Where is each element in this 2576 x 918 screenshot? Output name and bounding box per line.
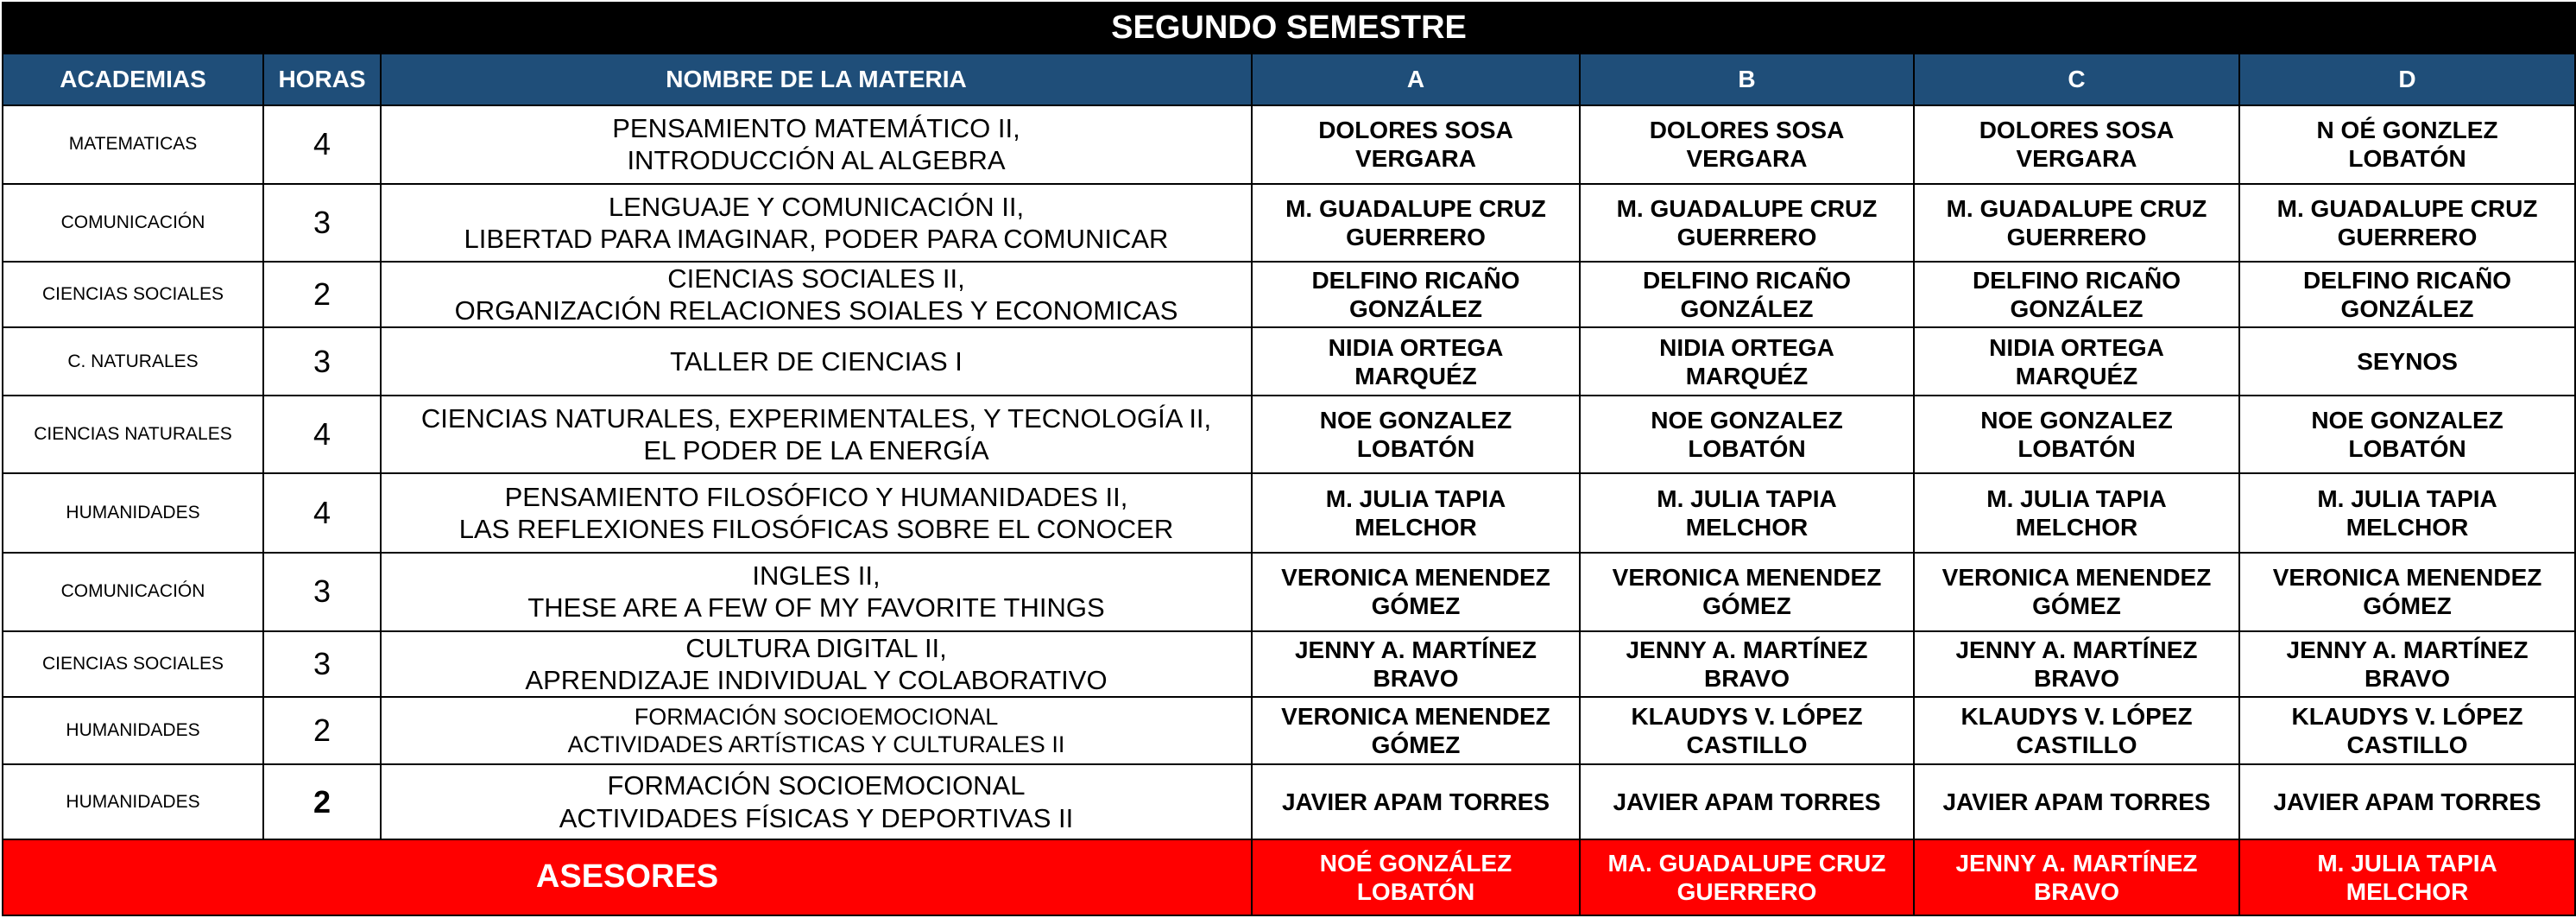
materia-cell: FORMACIÓN SOCIOEMOCIONAL ACTIVIDADES FÍSICAS Y DEPORTIVAS II: [381, 764, 1252, 839]
horas-cell: 4: [263, 105, 381, 183]
academia-cell: C. NATURALES: [3, 327, 263, 395]
header-group-d: D: [2239, 54, 2575, 105]
materia-cell: INGLES II, THESE ARE A FEW OF MY FAVORITE THINGS: [381, 553, 1252, 630]
horas-cell: 3: [263, 184, 381, 262]
teacher-cell-b: M. JULIA TAPIA MELCHOR: [1580, 473, 1914, 553]
teacher-cell-b: DELFINO RICAÑO GONZÁLEZ: [1580, 262, 1914, 328]
advisor-cell-a: NOÉ GONZÁLEZ LOBATÓN: [1252, 839, 1580, 915]
teacher-cell-c: NIDIA ORTEGA MARQUÉZ: [1914, 327, 2239, 395]
teacher-cell-b: NOE GONZALEZ LOBATÓN: [1580, 396, 1914, 473]
teacher-cell-a: DOLORES SOSA VERGARA: [1252, 105, 1580, 183]
horas-cell: 2: [263, 764, 381, 839]
subject-row: [3, 473, 2575, 553]
materia-cell: LENGUAJE Y COMUNICACIÓN II, LIBERTAD PARA IMAGINAR, PODER PARA COMUNICAR: [381, 184, 1252, 262]
teacher-cell-b: JAVIER APAM TORRES: [1580, 764, 1914, 839]
teacher-cell-d: DELFINO RICAÑO GONZÁLEZ: [2239, 262, 2575, 328]
teacher-cell-d: M. GUADALUPE CRUZ GUERRERO: [2239, 184, 2575, 262]
horas-cell: 4: [263, 473, 381, 553]
academia-cell: HUMANIDADES: [3, 473, 263, 553]
horas-cell: 2: [263, 262, 381, 328]
teacher-cell-d: NOE GONZALEZ LOBATÓN: [2239, 396, 2575, 473]
materia-cell: PENSAMIENTO MATEMÁTICO II, INTRODUCCIÓN AL ALGEBRA: [381, 105, 1252, 183]
teacher-cell-d: VERONICA MENENDEZ GÓMEZ: [2239, 553, 2575, 630]
advisor-cell-d: M. JULIA TAPIA MELCHOR: [2239, 839, 2575, 915]
teacher-cell-b: KLAUDYS V. LÓPEZ CASTILLO: [1580, 697, 1914, 764]
subject-row: [3, 327, 2575, 395]
horas-cell: 2: [263, 697, 381, 764]
teacher-cell-d: JENNY A. MARTÍNEZ BRAVO: [2239, 631, 2575, 698]
teacher-cell-a: VERONICA MENENDEZ GÓMEZ: [1252, 553, 1580, 630]
schedule-table: [2, 2, 2576, 916]
teacher-cell-d: KLAUDYS V. LÓPEZ CASTILLO: [2239, 697, 2575, 764]
advisor-cell-c: JENNY A. MARTÍNEZ BRAVO: [1914, 839, 2239, 915]
teacher-cell-a: NOE GONZALEZ LOBATÓN: [1252, 396, 1580, 473]
subject-row: [3, 553, 2575, 630]
academia-cell: CIENCIAS SOCIALES: [3, 631, 263, 698]
header-materia: NOMBRE DE LA MATERIA: [381, 54, 1252, 105]
teacher-cell-c: DOLORES SOSA VERGARA: [1914, 105, 2239, 183]
academia-cell: MATEMATICAS: [3, 105, 263, 183]
subject-row: [3, 262, 2575, 328]
materia-cell: FORMACIÓN SOCIOEMOCIONAL ACTIVIDADES ARTÍSTICAS Y CULTURALES II: [381, 697, 1252, 764]
subject-row: [3, 764, 2575, 839]
academia-cell: HUMANIDADES: [3, 764, 263, 839]
academia-cell: HUMANIDADES: [3, 697, 263, 764]
materia-cell: TALLER DE CIENCIAS I: [381, 327, 1252, 395]
materia-cell: CULTURA DIGITAL II, APRENDIZAJE INDIVIDUAL Y COLABORATIVO: [381, 631, 1252, 698]
horas-cell: 3: [263, 327, 381, 395]
horas-cell: 3: [263, 553, 381, 630]
teacher-cell-a: JAVIER APAM TORRES: [1252, 764, 1580, 839]
header-group-b: B: [1580, 54, 1914, 105]
academia-cell: COMUNICACIÓN: [3, 184, 263, 262]
teacher-cell-c: M. JULIA TAPIA MELCHOR: [1914, 473, 2239, 553]
header-group-c: C: [1914, 54, 2239, 105]
teacher-cell-c: VERONICA MENENDEZ GÓMEZ: [1914, 553, 2239, 630]
teacher-cell-d: SEYNOS: [2239, 327, 2575, 395]
teacher-cell-b: NIDIA ORTEGA MARQUÉZ: [1580, 327, 1914, 395]
academia-cell: CIENCIAS SOCIALES: [3, 262, 263, 328]
academia-cell: CIENCIAS NATURALES: [3, 396, 263, 473]
subject-row: [3, 697, 2575, 764]
header-academias: ACADEMIAS: [3, 54, 263, 105]
teacher-cell-d: JAVIER APAM TORRES: [2239, 764, 2575, 839]
subject-row: [3, 184, 2575, 262]
academia-cell: COMUNICACIÓN: [3, 553, 263, 630]
asesores-label: ASESORES: [3, 839, 1252, 915]
header-group-a: A: [1252, 54, 1580, 105]
asesores-row: [3, 839, 2575, 915]
teacher-cell-b: M. GUADALUPE CRUZ GUERRERO: [1580, 184, 1914, 262]
teacher-cell-a: M. GUADALUPE CRUZ GUERRERO: [1252, 184, 1580, 262]
teacher-cell-c: JAVIER APAM TORRES: [1914, 764, 2239, 839]
teacher-cell-d: M. JULIA TAPIA MELCHOR: [2239, 473, 2575, 553]
teacher-cell-a: NIDIA ORTEGA MARQUÉZ: [1252, 327, 1580, 395]
teacher-cell-c: JENNY A. MARTÍNEZ BRAVO: [1914, 631, 2239, 698]
materia-cell: PENSAMIENTO FILOSÓFICO Y HUMANIDADES II, LAS REFLEXIONES FILOSÓFICAS SOBRE EL CONOCER: [381, 473, 1252, 553]
teacher-cell-a: VERONICA MENENDEZ GÓMEZ: [1252, 697, 1580, 764]
subject-row: [3, 396, 2575, 473]
teacher-cell-a: JENNY A. MARTÍNEZ BRAVO: [1252, 631, 1580, 698]
subject-row: [3, 631, 2575, 698]
teacher-cell-a: DELFINO RICAÑO GONZÁLEZ: [1252, 262, 1580, 328]
header-horas: HORAS: [263, 54, 381, 105]
subject-row: [3, 105, 2575, 183]
horas-cell: 4: [263, 396, 381, 473]
materia-cell: CIENCIAS SOCIALES II, ORGANIZACIÓN RELACIONES SOIALES Y ECONOMICAS: [381, 262, 1252, 328]
teacher-cell-b: JENNY A. MARTÍNEZ BRAVO: [1580, 631, 1914, 698]
teacher-cell-c: DELFINO RICAÑO GONZÁLEZ: [1914, 262, 2239, 328]
teacher-cell-b: DOLORES SOSA VERGARA: [1580, 105, 1914, 183]
teacher-cell-c: NOE GONZALEZ LOBATÓN: [1914, 396, 2239, 473]
teacher-cell-a: M. JULIA TAPIA MELCHOR: [1252, 473, 1580, 553]
semester-title: SEGUNDO SEMESTRE: [3, 3, 2575, 54]
advisor-cell-b: MA. GUADALUPE CRUZ GUERRERO: [1580, 839, 1914, 915]
teacher-cell-b: VERONICA MENENDEZ GÓMEZ: [1580, 553, 1914, 630]
materia-cell: CIENCIAS NATURALES, EXPERIMENTALES, Y TECNOLOGÍA II, EL PODER DE LA ENERGÍA: [381, 396, 1252, 473]
header-row: [3, 54, 2575, 105]
teacher-cell-c: M. GUADALUPE CRUZ GUERRERO: [1914, 184, 2239, 262]
teacher-cell-d: N OÉ GONZLEZ LOBATÓN: [2239, 105, 2575, 183]
horas-cell: 3: [263, 631, 381, 698]
teacher-cell-c: KLAUDYS V. LÓPEZ CASTILLO: [1914, 697, 2239, 764]
